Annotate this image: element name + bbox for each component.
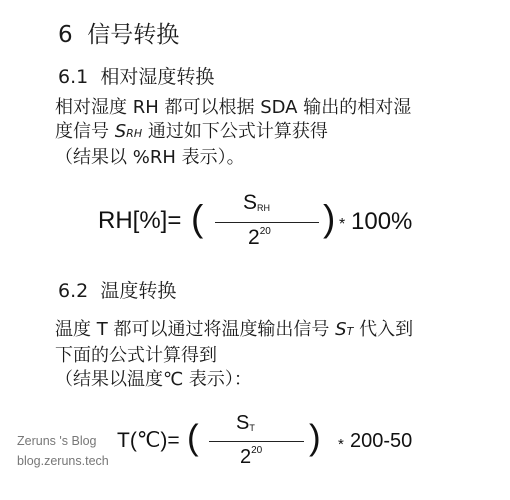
formula-rh-tail: 100% bbox=[351, 208, 413, 235]
formula-rh-numerator-symbol: S bbox=[243, 191, 258, 214]
subsection-rh-paragraph bbox=[55, 96, 411, 170]
formula-rh-close-paren: ) bbox=[323, 198, 336, 239]
rh-paragraph-line3: （结果以 %RH 表示）。 bbox=[55, 147, 245, 168]
formula-t-tail: 200-50 bbox=[350, 430, 413, 452]
t-line1-prefix: 温度 T 都可以通过将温度输出信号 bbox=[55, 319, 336, 340]
formula-rh-fraction-line bbox=[215, 222, 319, 223]
watermark bbox=[17, 431, 109, 471]
formula-t-open-paren: ( bbox=[187, 418, 199, 457]
formula-rh-denominator bbox=[248, 226, 271, 250]
formula-t-denominator-exponent: 20 bbox=[251, 445, 263, 456]
formula-rh-denominator-base: 2 bbox=[248, 226, 260, 249]
subsection-t-number: 6.2 bbox=[58, 280, 89, 302]
t-paragraph-line1 bbox=[55, 318, 413, 344]
formula-rh-numerator bbox=[243, 191, 270, 215]
formula-rh-numerator-subscript: RH bbox=[257, 203, 271, 213]
formula-t-numerator-symbol: S bbox=[236, 412, 250, 434]
rh-signal-symbol: S bbox=[114, 121, 127, 142]
formula-t-denominator bbox=[240, 446, 262, 469]
watermark-blog-url: blog.zeruns.tech bbox=[17, 454, 109, 468]
formula-t-fraction-line bbox=[209, 441, 304, 442]
t-signal-subscript: T bbox=[346, 325, 354, 338]
formula-rh-lhs: RH[%]= bbox=[98, 207, 182, 234]
t-line1-suffix: 代入到 bbox=[353, 319, 414, 340]
rh-line2-prefix: 度信号 bbox=[55, 121, 115, 142]
subsection-t-title: 温度转换 bbox=[100, 280, 177, 302]
rh-paragraph-line1: 相对湿度 RH 都可以根据 SDA 输出的相对湿 bbox=[55, 97, 412, 118]
formula-t-lhs: T(℃)= bbox=[117, 429, 180, 452]
rh-line2-suffix: 通过如下公式计算获得 bbox=[142, 121, 328, 142]
section-heading bbox=[58, 16, 179, 49]
t-paragraph-line3: （结果以温度℃ 表示）： bbox=[55, 369, 252, 390]
rh-paragraph-line2 bbox=[55, 120, 411, 146]
watermark-blog-name: Zeruns 's Blog bbox=[17, 434, 97, 448]
formula-rh-open-paren: ( bbox=[191, 198, 204, 239]
formula-t-numerator bbox=[236, 412, 255, 435]
subsection-rh-title: 相对湿度转换 bbox=[100, 66, 215, 88]
subsection-t-paragraph bbox=[55, 318, 413, 392]
t-signal-symbol: S bbox=[335, 319, 347, 340]
formula-t-multiplier: * bbox=[338, 436, 344, 453]
formula-rh-denominator-exponent: 20 bbox=[259, 226, 271, 237]
section-title: 信号转换 bbox=[87, 22, 180, 48]
subsection-rh-number: 6.1 bbox=[58, 66, 89, 88]
formula-t-denominator-base: 2 bbox=[240, 446, 252, 468]
section-number: 6 bbox=[58, 22, 73, 48]
t-paragraph-line2: 下面的公式计算得到 bbox=[55, 345, 217, 366]
formula-t-numerator-subscript: T bbox=[249, 423, 255, 433]
formula-t-close-paren: ) bbox=[309, 418, 321, 457]
subsection-t-heading bbox=[58, 276, 176, 303]
subsection-rh-heading bbox=[58, 62, 214, 89]
rh-signal-subscript: RH bbox=[126, 127, 143, 140]
formula-rh-multiplier: * bbox=[339, 216, 346, 233]
